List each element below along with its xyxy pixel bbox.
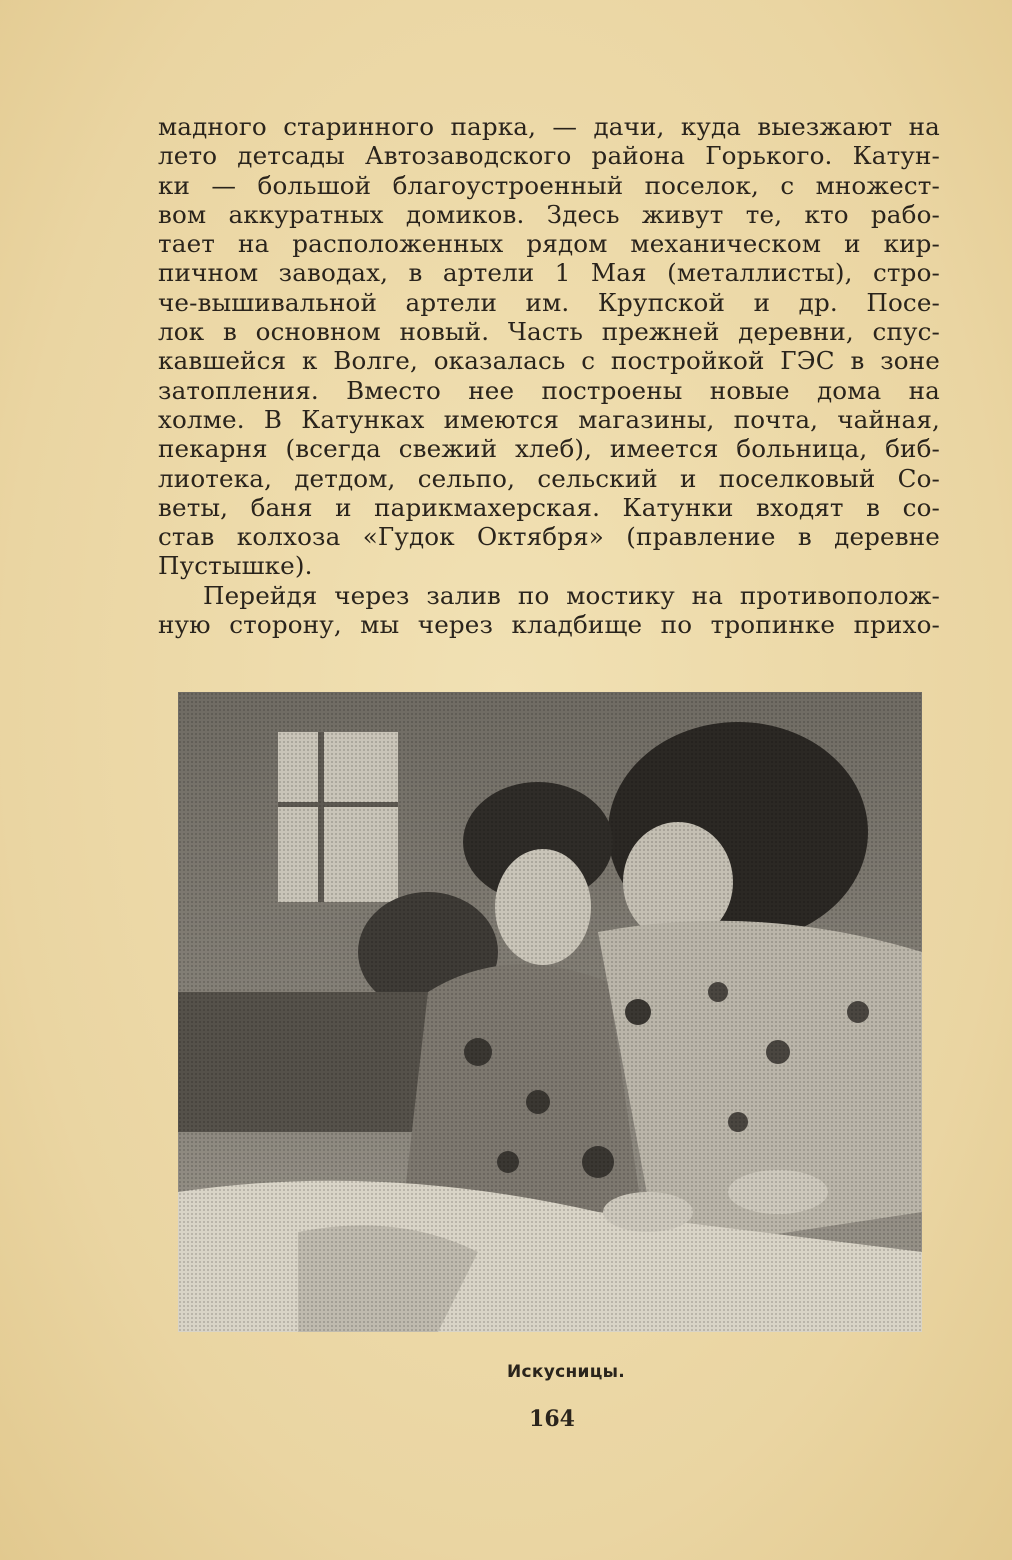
text-line: кавшейся к Волге, оказалась с постройкой ГЭС в зоне (158, 346, 940, 376)
text-line: ную сторону, мы через кладбище по тропинке прихо- (158, 610, 940, 640)
text-line: лиотека, детдом, сельпо, сельский и поселковый Со- (158, 463, 940, 493)
halftone-photo (178, 692, 922, 1332)
text-line: че-вышивальной артели им. Крупской и др. Посе- (158, 287, 940, 317)
photo-illustration (178, 692, 922, 1332)
text-line: Пустышке). (158, 551, 313, 581)
text-line: лок в основном новый. Часть прежней деревни, спус- (158, 317, 940, 347)
text-line: вом аккуратных домиков. Здесь живут те, кто рабо- (158, 199, 940, 229)
text-line: лето детсады Автозаводского района Горького. Катун- (158, 141, 940, 171)
text-line: пекарня (всегда свежий хлеб), имеется больница, биб- (158, 434, 940, 464)
text-line: мадного старинного парка, — дачи, куда выезжают на (158, 112, 940, 141)
text-line: веты, баня и парикмахерская. Катунки входят в со- (158, 492, 940, 522)
text-line-paragraph-start: Перейдя через залив по мостику на противополож- (203, 580, 940, 610)
text-line: затопления. Вместо нее построены новые дома на (158, 375, 940, 405)
text-line: холме. В Катунках имеются магазины, почта, чайная, (158, 404, 940, 434)
text-line: тает на расположенных рядом механическом и кир- (158, 229, 940, 259)
text-line: став колхоза «Гудок Октября» (правление в деревне (158, 522, 940, 552)
text-line: пичном заводах, в артели 1 Мая (металлисты), стро- (158, 258, 940, 288)
photo-caption: Искусницы. (506, 1362, 626, 1382)
page-number: 164 (529, 1406, 575, 1432)
text-line: ки — большой благоустроенный поселок, с множест- (158, 170, 940, 200)
body-text (158, 112, 940, 639)
